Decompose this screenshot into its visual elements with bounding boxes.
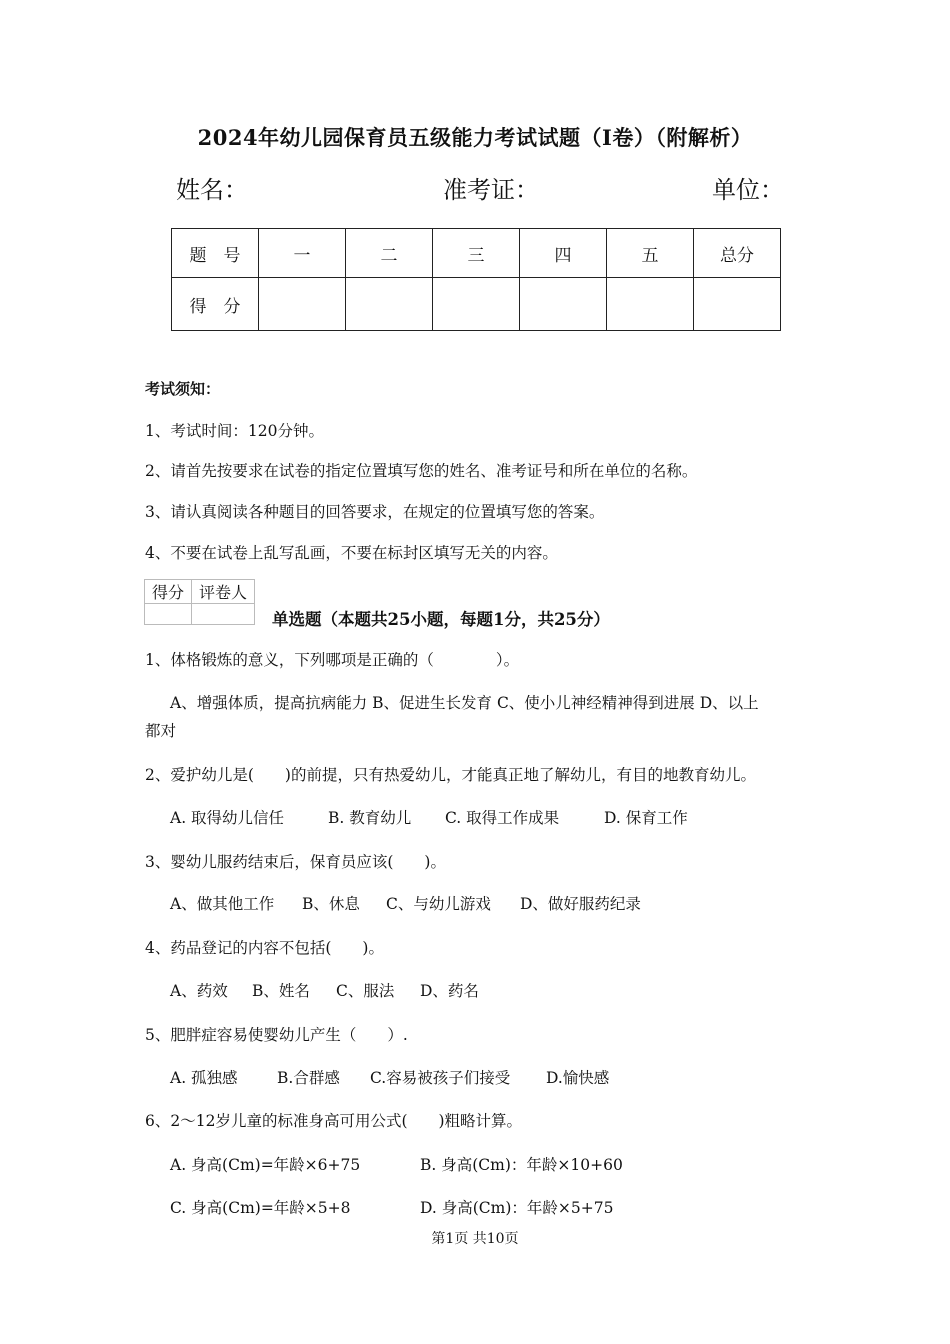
column-header-total: 总分 xyxy=(694,229,781,278)
unit-field-label: 单位： xyxy=(712,176,784,204)
score-cell-2[interactable] xyxy=(346,278,433,331)
question-options-continued: 都对 xyxy=(145,722,177,740)
exam-id-field-label: 准考证： xyxy=(443,176,539,204)
score-table-header-row xyxy=(172,229,781,278)
option: D、做好服药纪录 xyxy=(520,895,641,913)
score-cell-5[interactable] xyxy=(607,278,694,331)
column-header-4: 四 xyxy=(520,229,607,278)
section-title: 单选题（本题共25小题，每题1分，共25分） xyxy=(272,610,610,629)
score-cell-3[interactable] xyxy=(433,278,520,331)
question-stem: 5、肥胖症容易使婴幼儿产生（ ）. xyxy=(145,1026,408,1044)
score-table xyxy=(171,228,781,331)
option: D.愉快感 xyxy=(546,1069,610,1087)
option: A. 取得幼儿信任 xyxy=(170,809,285,827)
column-header-3: 三 xyxy=(433,229,520,278)
question-stem: 4、药品登记的内容不包括( )。 xyxy=(145,939,384,957)
question-stem: 6、2～12岁儿童的标准身高可用公式( )粗略计算。 xyxy=(145,1112,523,1130)
notice-item: 1、考试时间：120分钟。 xyxy=(145,422,324,440)
option: B. 身高(Cm)：年龄×10+60 xyxy=(420,1156,623,1174)
option: B.合群感 xyxy=(277,1069,340,1087)
option: A. 孤独感 xyxy=(170,1069,238,1087)
question-stem: 2、爱护幼儿是( )的前提，只有热爱幼儿，才能真正地了解幼儿，有目的地教育幼儿。 xyxy=(145,766,756,784)
score-cell-total[interactable] xyxy=(694,278,781,331)
column-header-1: 一 xyxy=(259,229,346,278)
option: D、药名 xyxy=(420,982,479,1000)
name-field-label: 姓名： xyxy=(176,176,248,204)
notice-item: 3、请认真阅读各种题目的回答要求，在规定的位置填写您的答案。 xyxy=(145,503,605,521)
column-header-2: 二 xyxy=(346,229,433,278)
option: C.容易被孩子们接受 xyxy=(370,1069,511,1087)
notice-item: 4、不要在试卷上乱写乱画，不要在标封区填写无关的内容。 xyxy=(145,544,558,562)
option: C. 取得工作成果 xyxy=(445,809,560,827)
score-cell-4[interactable] xyxy=(520,278,607,331)
score-table-score-row xyxy=(172,278,781,331)
option: A、药效 xyxy=(170,982,228,1000)
option: A. 身高(Cm)=年龄×6+75 xyxy=(170,1156,361,1174)
option: C、与幼儿游戏 xyxy=(386,895,491,913)
notice-heading: 考试须知： xyxy=(145,380,221,398)
score-cell-1[interactable] xyxy=(259,278,346,331)
question-options: A、增强体质，提高抗病能力 B、促进生长发育 C、使小儿神经精神得到进展 D、以上 xyxy=(170,694,759,712)
grader-reviewer-cell[interactable] xyxy=(192,604,255,625)
option: B、姓名 xyxy=(252,982,310,1000)
page-title: 2024年幼儿园保育员五级能力考试试题（I卷）（附解析） xyxy=(197,125,753,150)
option: C. 身高(Cm)=年龄×5+8 xyxy=(170,1199,351,1217)
header-label-cell: 题 号 xyxy=(172,229,259,278)
page-footer: 第1页 共10页 xyxy=(431,1231,519,1247)
option: A、做其他工作 xyxy=(170,895,275,913)
option: D. 身高(Cm)：年龄×5+75 xyxy=(420,1199,614,1217)
grader-score-cell[interactable] xyxy=(145,604,192,625)
option: B. 教育幼儿 xyxy=(328,809,412,827)
grader-box xyxy=(144,579,255,625)
score-label-cell: 得 分 xyxy=(172,278,259,331)
grader-score-label: 得分 xyxy=(145,580,192,604)
column-header-5: 五 xyxy=(607,229,694,278)
option: B、休息 xyxy=(302,895,360,913)
grader-reviewer-label: 评卷人 xyxy=(192,580,255,604)
question-stem: 3、婴幼儿服药结束后，保育员应该( )。 xyxy=(145,853,446,871)
option: C、服法 xyxy=(336,982,395,1000)
option: D. 保育工作 xyxy=(604,809,688,827)
notice-item: 2、请首先按要求在试卷的指定位置填写您的姓名、准考证号和所在单位的名称。 xyxy=(145,462,698,480)
question-stem: 1、体格锻炼的意义，下列哪项是正确的（ ）。 xyxy=(145,651,520,669)
